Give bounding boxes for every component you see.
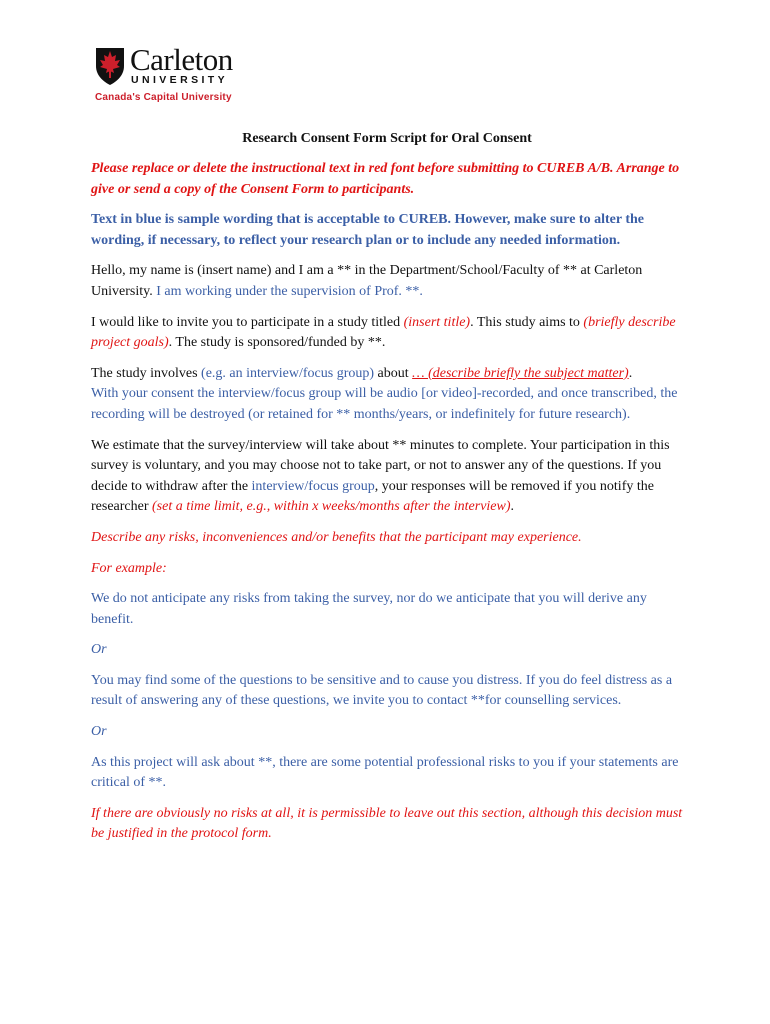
paragraph-final: If there are obviously no risks at all, it is permissible to leave out this section, although this decision must be justified in the protocol form. bbox=[91, 805, 683, 842]
paragraph-involves bbox=[91, 364, 683, 426]
involves-subject-matter: … (describe briefly the subject matter) bbox=[412, 365, 629, 381]
paragraph-distress: You may find some of the questions to be sensitive and to cause you distress. If you do feel distress as a result of answering any of these questions, we invite you to contact **for counselling services. bbox=[91, 672, 673, 709]
estimate-interview: interview/focus group bbox=[251, 478, 375, 494]
document-body bbox=[91, 131, 683, 855]
paragraph-invite bbox=[91, 313, 683, 354]
estimate-time-limit: (set a time limit, e.g., within x weeks/months after the interview) bbox=[152, 499, 511, 515]
invite-text-3: . The study is sponsored/funded by **. bbox=[168, 335, 386, 351]
estimate-text-2: , your responses will be removed if you notify the researcher bbox=[91, 478, 654, 515]
paragraph-professional: As this project will ask about **, there are some potential professional risks to you if your statements are critical of **. bbox=[91, 754, 679, 791]
involves-example: (e.g. an interview/focus group) bbox=[201, 365, 375, 381]
logo-tagline: Canada's Capital University bbox=[95, 92, 232, 103]
paragraph-estimate bbox=[91, 436, 683, 518]
estimate-period: . bbox=[510, 499, 515, 515]
invite-text-2: . This study aims to bbox=[470, 314, 584, 330]
involves-text-2: about bbox=[374, 365, 413, 381]
involves-recording: With your consent the interview/focus group will be audio [or video]-recorded, and once transcribed, the recording will be destroyed (or retained for ** months/years, or indefinitely for future research). bbox=[91, 386, 678, 422]
invite-text-1: I would like to invite you to participate in a study titled bbox=[91, 314, 404, 330]
estimate-text-1: We estimate that the survey/interview will take about ** minutes to complete. Your participation in this survey is voluntary, and you may choose not to take part, or not to answer any of the questions. If you decide to withdraw after the bbox=[91, 437, 670, 494]
involves-text-1: The study involves bbox=[91, 365, 202, 381]
paragraph-hello bbox=[91, 261, 683, 302]
invite-insert-title: (insert title) bbox=[403, 314, 471, 330]
instruction-red: Please replace or delete the instructional text in red font before submitting to CUREB A/B. Arrange to give or send a copy of the Consent Form to participants. bbox=[91, 161, 680, 197]
hello-text: Hello, my name is (insert name) and I am a ** in the Department/School/Faculty of ** at Carleton University. bbox=[91, 263, 643, 299]
document-title: Research Consent Form Script for Oral Consent bbox=[242, 131, 532, 146]
hello-supervision: I am working under the supervision of Prof. **. bbox=[152, 283, 423, 299]
involves-period: . bbox=[628, 365, 633, 381]
logo-university: UNIVERSITY bbox=[131, 74, 229, 86]
paragraph-risks: Describe any risks, inconveniences and/or benefits that the participant may experience. bbox=[91, 529, 582, 545]
logo-name: Carleton bbox=[130, 42, 233, 77]
carleton-logo bbox=[94, 42, 254, 108]
maple-leaf-shield-icon bbox=[94, 46, 126, 86]
invite-project-goals: (briefly describe project goals) bbox=[91, 314, 676, 351]
paragraph-example: For example: bbox=[91, 560, 167, 576]
or-separator-1: Or bbox=[91, 642, 107, 658]
paragraph-no-risk: We do not anticipate any risks from taking the survey, nor do we anticipate that you will derive any benefit. bbox=[91, 591, 647, 627]
or-separator-2: Or bbox=[91, 724, 107, 740]
instruction-blue: Text in blue is sample wording that is acceptable to CUREB. However, make sure to alter the wording, if necessary, to reflect your research plan or to include any needed information. bbox=[91, 212, 644, 248]
